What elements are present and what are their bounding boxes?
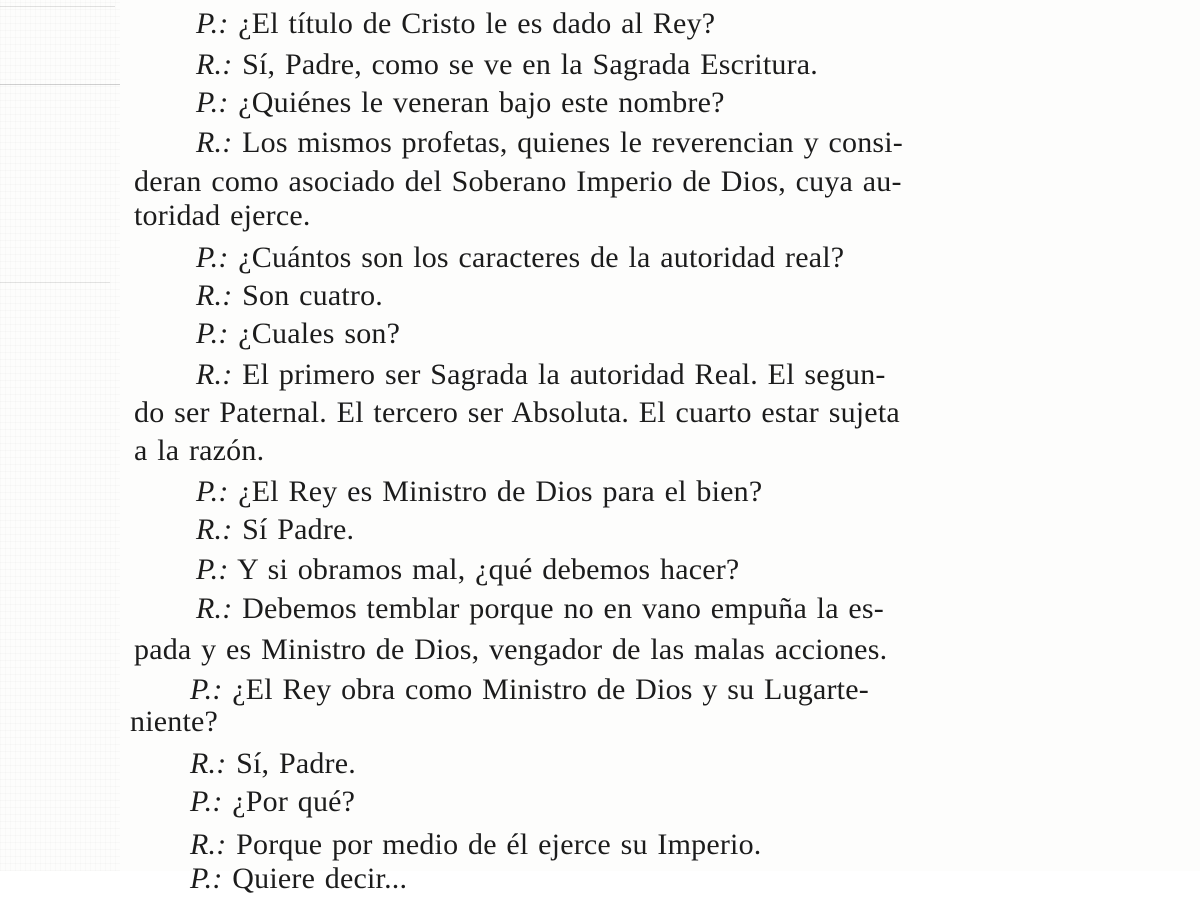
scan-streak bbox=[0, 6, 115, 7]
question-line bbox=[196, 239, 844, 277]
speaker-label: P.: bbox=[190, 673, 223, 706]
line-text: ¿Cuántos son los caracteres de la autoridad real? bbox=[238, 241, 845, 274]
line-text: deran como asociado del Soberano Imperio de Dios, cuya au- bbox=[134, 165, 902, 198]
speaker-label: R.: bbox=[196, 592, 233, 625]
line-text: pada y es Ministro de Dios, vengador de las malas acciones. bbox=[134, 633, 888, 666]
answer-line bbox=[196, 277, 383, 315]
line-text: Sí, Padre. bbox=[236, 747, 356, 780]
answer-line bbox=[196, 46, 818, 84]
speaker-label: R.: bbox=[196, 126, 233, 159]
speaker-label: P.: bbox=[196, 7, 229, 40]
answer-line bbox=[196, 356, 886, 394]
answer-line bbox=[196, 511, 354, 549]
line-text: Los mismos profetas, quienes le reverencian y consi- bbox=[242, 126, 903, 159]
continuation-line bbox=[134, 163, 902, 201]
question-line bbox=[196, 551, 739, 589]
speaker-label: P.: bbox=[196, 553, 229, 586]
line-text: Debemos temblar porque no en vano empuña la es- bbox=[242, 592, 884, 625]
line-text: toridad ejerce. bbox=[134, 199, 311, 232]
speaker-label: R.: bbox=[196, 48, 233, 81]
line-text: niente? bbox=[130, 705, 219, 738]
continuation-line bbox=[134, 197, 311, 235]
line-text: ¿Por qué? bbox=[232, 785, 356, 818]
line-text: Y si obramos mal, ¿qué debemos hacer? bbox=[237, 553, 740, 586]
question-line bbox=[190, 671, 869, 709]
scan-margin-noise bbox=[0, 0, 120, 871]
question-line bbox=[196, 315, 400, 353]
line-text: Porque por medio de él ejerce su Imperio. bbox=[236, 828, 762, 861]
line-text: El primero ser Sagrada la autoridad Real. El segun- bbox=[242, 358, 886, 391]
speaker-label: R.: bbox=[190, 747, 227, 780]
scan-streak bbox=[0, 84, 120, 85]
question-line bbox=[196, 84, 725, 122]
line-text: ¿El Rey es Ministro de Dios para el bien? bbox=[238, 475, 763, 508]
speaker-label: R.: bbox=[196, 279, 233, 312]
speaker-label: P.: bbox=[190, 862, 223, 895]
continuation-line bbox=[134, 432, 264, 470]
line-text: ¿El título de Cristo le es dado al Rey? bbox=[238, 7, 716, 40]
line-text: Sí Padre. bbox=[242, 513, 355, 546]
line-text: Son cuatro. bbox=[242, 279, 383, 312]
line-text: ¿El Rey obra como Ministro de Dios y su Lugarte- bbox=[232, 673, 869, 706]
line-text: ¿Quiénes le veneran bajo este nombre? bbox=[238, 86, 725, 119]
speaker-label: R.: bbox=[196, 513, 233, 546]
answer-line bbox=[196, 590, 884, 628]
speaker-label: P.: bbox=[196, 317, 229, 350]
line-text: Sí, Padre, como se ve en la Sagrada Escritura. bbox=[242, 48, 818, 81]
speaker-label: P.: bbox=[196, 86, 229, 119]
speaker-label: P.: bbox=[196, 475, 229, 508]
speaker-label: P.: bbox=[190, 785, 223, 818]
question-line bbox=[196, 5, 715, 43]
speaker-label: R.: bbox=[196, 358, 233, 391]
continuation-line bbox=[134, 394, 900, 432]
speaker-label: P.: bbox=[196, 241, 229, 274]
question-line bbox=[190, 860, 407, 898]
scan-streak bbox=[0, 282, 110, 283]
question-line bbox=[190, 783, 355, 821]
speaker-label: R.: bbox=[190, 828, 227, 861]
line-text: ¿Cuales son? bbox=[238, 317, 401, 350]
line-text: a la razón. bbox=[134, 434, 265, 467]
line-text: Quiere decir... bbox=[232, 862, 408, 895]
answer-line bbox=[190, 745, 356, 783]
answer-line bbox=[190, 826, 761, 864]
question-line bbox=[196, 473, 762, 511]
line-text: do ser Paternal. El tercero ser Absoluta. El cuarto estar sujeta bbox=[134, 396, 900, 429]
continuation-line bbox=[134, 631, 887, 669]
continuation-line bbox=[130, 703, 218, 741]
answer-line bbox=[196, 124, 903, 162]
